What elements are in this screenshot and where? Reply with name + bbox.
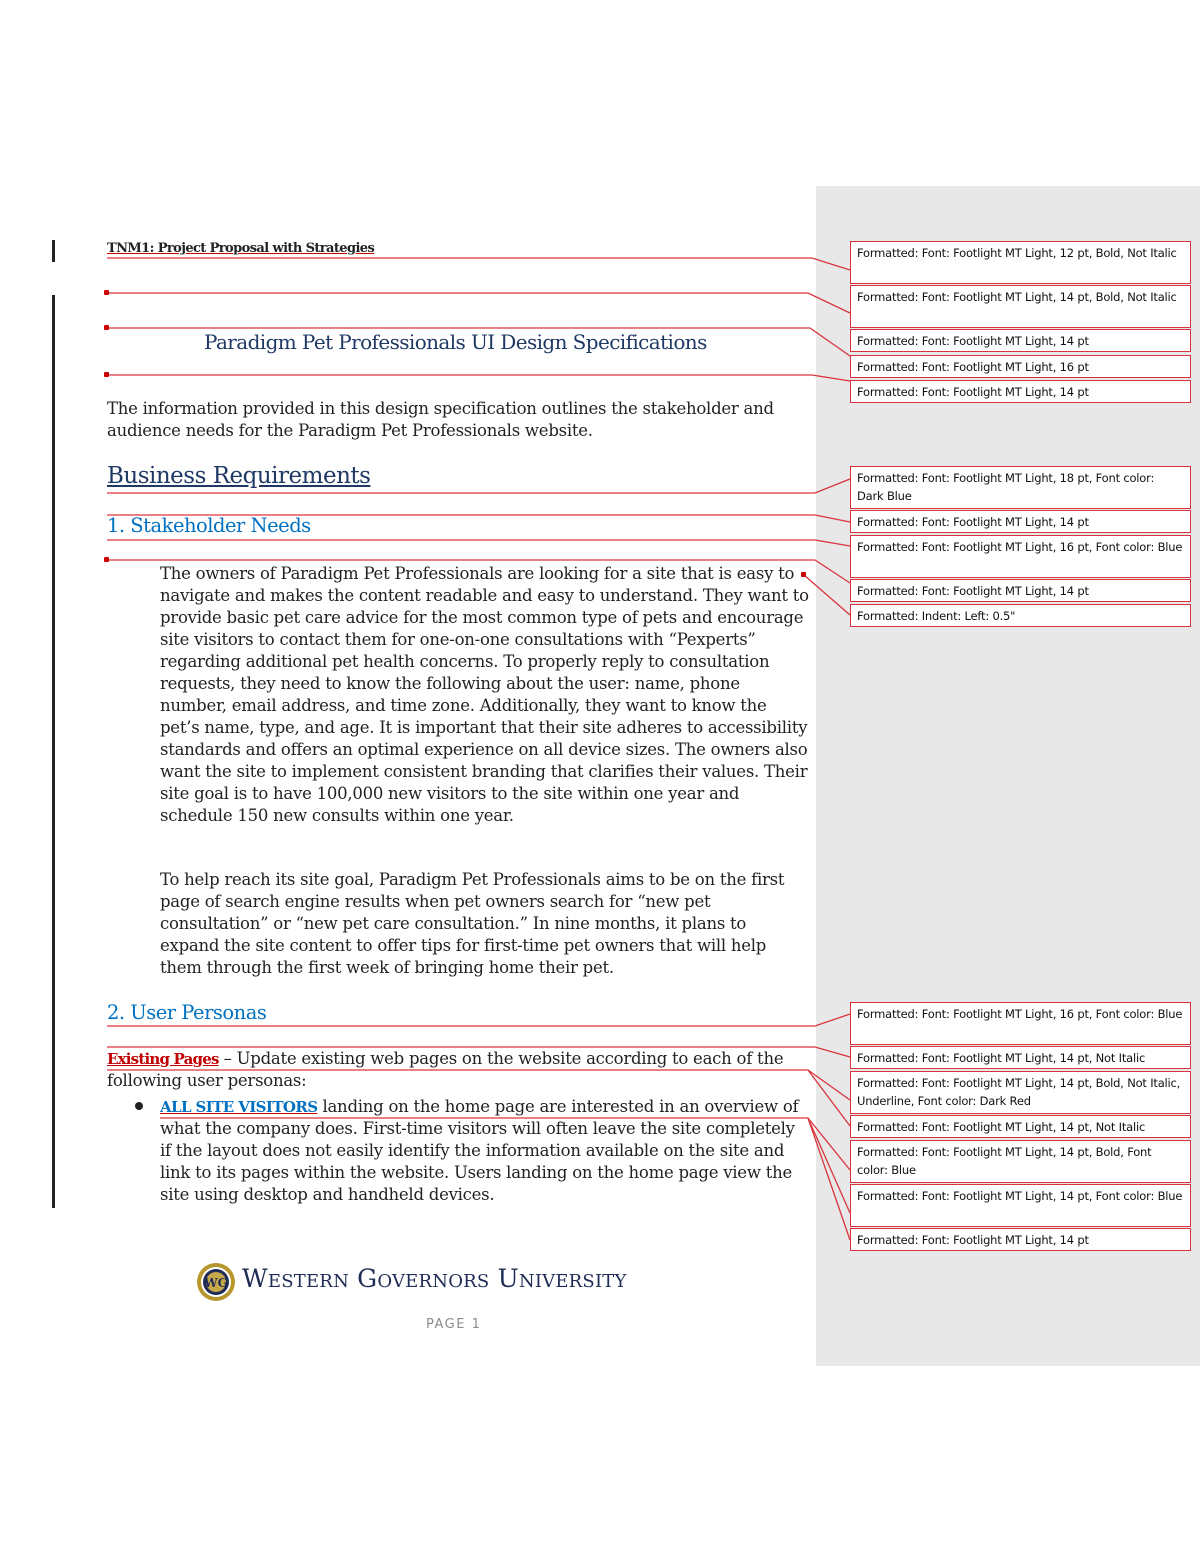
format-balloon[interactable]: Formatted: Font: Footlight MT Light, 14 pt, Not Italic bbox=[850, 1115, 1191, 1138]
list-item bbox=[160, 1096, 810, 1206]
existing-pages-paragraph bbox=[107, 1048, 807, 1092]
user-personas-heading: 2. User Personas bbox=[107, 1001, 267, 1024]
format-balloon[interactable]: Formatted: Font: Footlight MT Light, 16 pt bbox=[850, 355, 1191, 378]
format-balloon[interactable]: Formatted: Font: Footlight MT Light, 14 pt bbox=[850, 329, 1191, 352]
format-balloon[interactable]: Formatted: Font: Footlight MT Light, 14 pt, Bold, Font color: Blue bbox=[850, 1140, 1191, 1183]
header-title: TNM1: Project Proposal with Strategies bbox=[107, 241, 375, 256]
wgu-seal-icon bbox=[196, 1262, 236, 1302]
all-site-visitors-label: ALL SITE VISITORS bbox=[160, 1098, 318, 1116]
intro-paragraph: The information provided in this design specification outlines the stakeholder and audience needs for the Paradigm Pet Professionals website. bbox=[107, 399, 774, 440]
format-balloon[interactable]: Formatted: Font: Footlight MT Light, 16 pt, Font color: Blue bbox=[850, 535, 1191, 578]
business-requirements-heading: Business Requirements bbox=[107, 463, 371, 489]
bullet-icon bbox=[135, 1102, 143, 1110]
format-balloon[interactable]: Formatted: Font: Footlight MT Light, 14 pt bbox=[850, 380, 1191, 403]
page-number: PAGE 1 bbox=[426, 1317, 482, 1332]
format-balloon[interactable]: Formatted: Font: Footlight MT Light, 14 pt bbox=[850, 510, 1191, 533]
document-title: Paradigm Pet Professionals UI Design Specifications bbox=[204, 330, 707, 354]
formatting-mark bbox=[104, 325, 109, 330]
format-balloon[interactable]: Formatted: Font: Footlight MT Light, 14 pt bbox=[850, 579, 1191, 602]
existing-pages-text: – Update existing web pages on the website according to each of the following user personas: bbox=[107, 1049, 784, 1090]
format-balloon[interactable]: Formatted: Indent: Left: 0.5" bbox=[850, 604, 1191, 627]
format-balloon[interactable]: Formatted: Font: Footlight MT Light, 16 pt, Font color: Blue bbox=[850, 1002, 1191, 1045]
stakeholder-paragraph: The owners of Paradigm Pet Professionals are looking for a site that is easy to navigate and makes the content readable and easy to understand. They want to provide basic pet care advice for the most common type of pets and encourage site visitors to contact them for one-on-one consultations with “Pexperts” regarding additional pet health concerns. To properly reply to consultation requests, they need to know the following about the user: name, phone number, email address, and time zone. Additionally, they want to know the pet’s name, type, and age. It is important that their site adheres to accessibility standards and offers an optimal experience on all device sizes. The owners also want the site to implement consistent branding that clarifies their values. Their site goal is to have 100,000 new visitors to the site within one year and schedule 150 new consults within one year. bbox=[160, 564, 809, 825]
stakeholder-needs-heading: 1. Stakeholder Needs bbox=[107, 514, 311, 537]
wgu-logo bbox=[196, 1262, 686, 1304]
list-item-text: landing on the home page are interested in an overview of what the company does. First-time visitors will often leave the site completely if the layout does not easily identify the information available on the site and link to its pages within the website. Users landing on the home page view the site using desktop and handheld devices. bbox=[160, 1097, 799, 1204]
format-balloon[interactable]: Formatted: Font: Footlight MT Light, 14 pt, Bold, Not Italic bbox=[850, 285, 1191, 328]
site-goal-paragraph: To help reach its site goal, Paradigm Pet Professionals aims to be on the first page of search engine results when pet owners search for “new pet consultation” or “new pet care consultation.” In nine months, it plans to expand the site content to offer tips for first-time pet owners that will help them through the first week of bringing home their pet. bbox=[160, 870, 785, 977]
format-balloon[interactable]: Formatted: Font: Footlight MT Light, 14 pt, Font color: Blue bbox=[850, 1184, 1191, 1227]
existing-pages-label: Existing Pages bbox=[107, 1050, 219, 1068]
svg-text:WG: WG bbox=[204, 1276, 228, 1290]
format-balloon[interactable]: Formatted: Font: Footlight MT Light, 14 pt, Not Italic bbox=[850, 1046, 1191, 1069]
format-balloon[interactable]: Formatted: Font: Footlight MT Light, 14 pt, Bold, Not Italic, Underline, Font color: Dark Red bbox=[850, 1071, 1191, 1114]
formatting-mark bbox=[104, 290, 109, 295]
format-balloon[interactable]: Formatted: Font: Footlight MT Light, 14 pt bbox=[850, 1228, 1191, 1251]
formatting-mark bbox=[104, 557, 109, 562]
format-balloon[interactable]: Formatted: Font: Footlight MT Light, 12 pt, Bold, Not Italic bbox=[850, 241, 1191, 284]
format-balloon[interactable]: Formatted: Font: Footlight MT Light, 18 pt, Font color: Dark Blue bbox=[850, 466, 1191, 509]
wgu-logo-text: Western Governors University bbox=[242, 1264, 627, 1293]
formatting-mark bbox=[104, 372, 109, 377]
